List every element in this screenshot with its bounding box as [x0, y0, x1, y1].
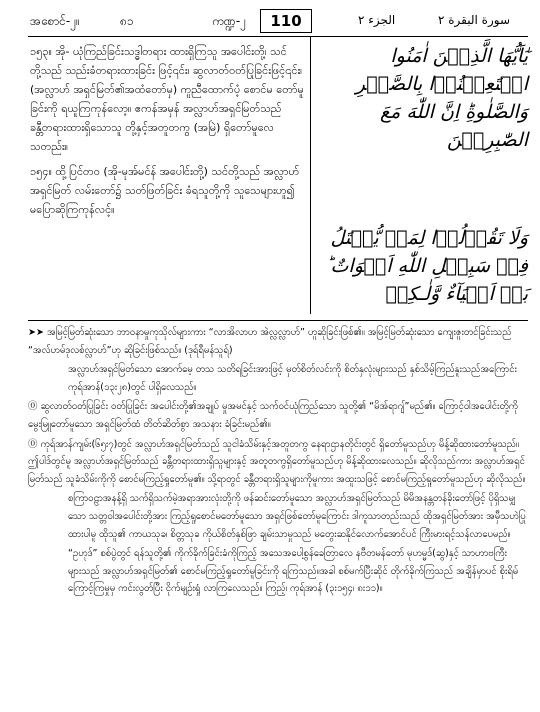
- verse-translation: [30, 42, 304, 156]
- section-number: ၈၁: [120, 14, 134, 28]
- page-number: 110: [260, 9, 312, 33]
- page: [28, 6, 528, 706]
- page-header: [28, 6, 528, 36]
- arabic-column: [318, 42, 528, 308]
- column-divider: [310, 37, 311, 314]
- volume-label: အစောင်-၂။: [30, 14, 80, 28]
- commentary-paragraph: စကြာဝဠာအနန့်ရှိ သက်ရှိသက်မဲ့အရာအားလုံးတို့ကို ဖန်ဆင်းတော်မူသော အလ္လာဟ်အရှင်မြတ်သည် မိမိအနန္တတန်ခိုးတော်ဖြင့် ပိုရှိသမျှသော သတ္တဝါအပေါင်းတို့အား ကြည့်ရှုစောင်မတော်မူသော အရှင်ဖြစ်တော်မူကြောင်း ဒါကူသာတည်းသည် ထိုအရှင်မြတ်အား အမှီသဟဲပြုထားပါမူ ထိုသူ၏ ကာယသုခ၊ စိတ္တသုခ ကိုယ်စိတ်နှစ်ဖြာ ချမ်းသာမှုသည် မတွေးဆနိုင်လောက်အောင်ပင် ကြီးမားရင့်သန်လာပေမည်။: [68, 493, 526, 540]
- verse-text: ထို့ပြင်တဝ (အို-မုအ်မင်န် အပေါင်းတို့) သင်တို့သည် အလ္လာဟ်အရှင်မြတ် လမ်းတော်၌ သတ်ဖြတ်ခြင်း ခံရသူတို့ကို သူသေများဟူ၍ မပြောဆိုကြကုန်လင့်။: [30, 165, 300, 216]
- verse-text: အို- ယုံကြည်ခြင်းသဒ္ဓါတရား ထားရှိကြသူ အပေါင်းတို့၊ သင်တို့သည် သည်းခံတရားထားခြင်း ဖြင့်၎င်း၊ ဆွလာတ်ဝတ်ပြုခြင်းဖြင့်၎င်း၊ (အလ္လာဟ် အရှင်မြတ်၏အထံတော်မှ) ကူညီထောက်ပံ့ စောင်မ တော်မူခြင်းကို ရယူကြကုန်လော့။ ဧကန်အမှန် အလ္လာဟ်အရှင်မြတ်သည် ခန္တီတရားထားရှိသောသူ တို့နှင့်အတူတကွ (အမြဲ) ရှိတော်မူလေသတည်း။: [30, 45, 304, 153]
- header-divider: [28, 36, 528, 37]
- arabic-verse: وَلَا تَقُوۡلُوۡا لِمَنۡ يُّقۡتَلُ فِىۡ سَبِيۡلِ اللّٰهِ اَمۡوَاتٌ ؕ بَلۡ اَحۡيَآءٌ وَّلٰـكِنۡ: [324, 227, 528, 305]
- juz-label: الجزء ۲: [358, 13, 396, 27]
- surah-label: سورة البقرة ۲: [438, 13, 511, 27]
- commentary-paragraph: အလ္လာဟ်အရှင်မြတ်သော အောက်မေ့ တသ သတိရခြင်းအားဖြင့် မှတ်စိတ်လင်းကို စိတ်နှလုံးများသည် နှစ်သိမ့်ကြည်နူးသည်အကြောင်း ကုရ်အာန်(၁၃း၂၈)တွင် ပါရှိလေသည်။: [68, 364, 517, 393]
- verse-number: ၁၅၄။: [30, 165, 52, 178]
- translation-column: [30, 42, 304, 225]
- commentary-divider: [28, 320, 528, 321]
- commentary-paragraph: ⓪ ဆွလာတ်ဝတ်ပြုခြင်း ဝတ်ပြုခြင်း အပေါင်းတို့၏အချုပ် မှုအမင်နှင့် သက်ဝင်ယုံကြည်သော သူတို့၏ “မိအ်ရာဂျ်”မည်၏။ ကြောင့်ဝါအပေါင်းတို့ကို မွေးမြူတော်မူသော အရှင်မြတ်ထံ တိတ်ဆိတ်စွာ အသနား ခံခြင်းမည်၏။: [28, 401, 518, 430]
- commentary-paragraph: ⓪ ကုရ်အာန်ကျမ်း(၆၅း၇)တွင် အလ္လာဟ်အရှင်မြတ်သည် သူငါခံသိမ်းနှင့်အတူတကွ နေရာဌာနတိုင်းတွင် ရှိတော်မူသည်ဟု မိန့်ဆိုထားတော်မူသည်။ ဤပါဒ်တွင်မူ အလ္လာဟ်အရှင်မြတ်သည် ခန္တီတရားထားရှိသူများနှင့် အတူတကွရှိတော်မူသည်ဟု မိန့်ဆိုထားလေသည်။ ဆိုလိုသည်ကား အလ္လာဟ်အရှင်မြတ်သည် သူခံသိမ်းကိုကို စောင်မကြည့်ရှုတော်မူ၏။ သို့ရာတွင် ခန္တီတရားရှိသူများကိုမူကား အထူးသဖြင့် စောင်မကြည့်ရှုတော်မူသည်ဟု ဆိုလိုသည်။: [28, 438, 526, 485]
- part-label: ကဏ္ဍ-၂: [212, 14, 247, 28]
- commentary-paragraph: “ဥဟုဒ်” စစ်ပွဲတွင် ရန်သူတို့၏ ကိုက်ခိုက်ခြင်းခံကိုကြည့် အသေအပေါ့စွန်ခေတြာလေ နဗီတမန်တော် မုဟမ္မဒ်(ဆွ)နှင့် သာဟာဗကြီးများသည် အလ္လာဟ်အရှင်မြတ်၏ စောင်မကြည့်ရှုတော်မူခြင်းကို ရကြသည်။အခါ စစ်မက်ပြီးဆိုင် တိုက်ခိုက်ကြသည် အချိန်မှာပင် စိုးရိမ်ကြောင့်ကြမှုမှ ကင်းလွတ်ပြီး ငိုက်မျဉ်းရှုံ လာကြလေသည်။ ကြည့်၊ ကုရ်အာန် (၃း၁၅၄၊ ၈း၁၁)။: [68, 548, 519, 595]
- verse-number: ၁၅၃။: [30, 45, 52, 58]
- arabic-verse: يٰٓاَيُّهَا الَّذِيۡنَ اٰمَنُوا اسۡتَعِيۡنُوۡا بِالصَّبۡرِ وَالصَّلٰوةِ‌ؕ اِنَّ اللّٰهَ مَعَ الصّٰبِرِيۡنَ: [355, 45, 528, 151]
- commentary-section: [28, 324, 528, 600]
- commentary-paragraph: ➤➤ အမြင့်မြတ်ဆုံးသော ဘာဝနာမှုကုသိုလ်များကား “လာအိလာဟ အဲလ္လလ္လာဟ်” ဟူဆိုခြင်းဖြစ်၏။ အမြင့်မြတ်ဆုံးသော ကျေးဇူးတင်ခြင်းသည် “အလ်ဟမ်ဒုလစ်လ္လာဟ်”ဟု ဆိုခြင်းဖြစ်သည်။ (ဒုရ်ရီမန်သူရ်): [28, 327, 512, 356]
- verse-translation: [30, 162, 304, 219]
